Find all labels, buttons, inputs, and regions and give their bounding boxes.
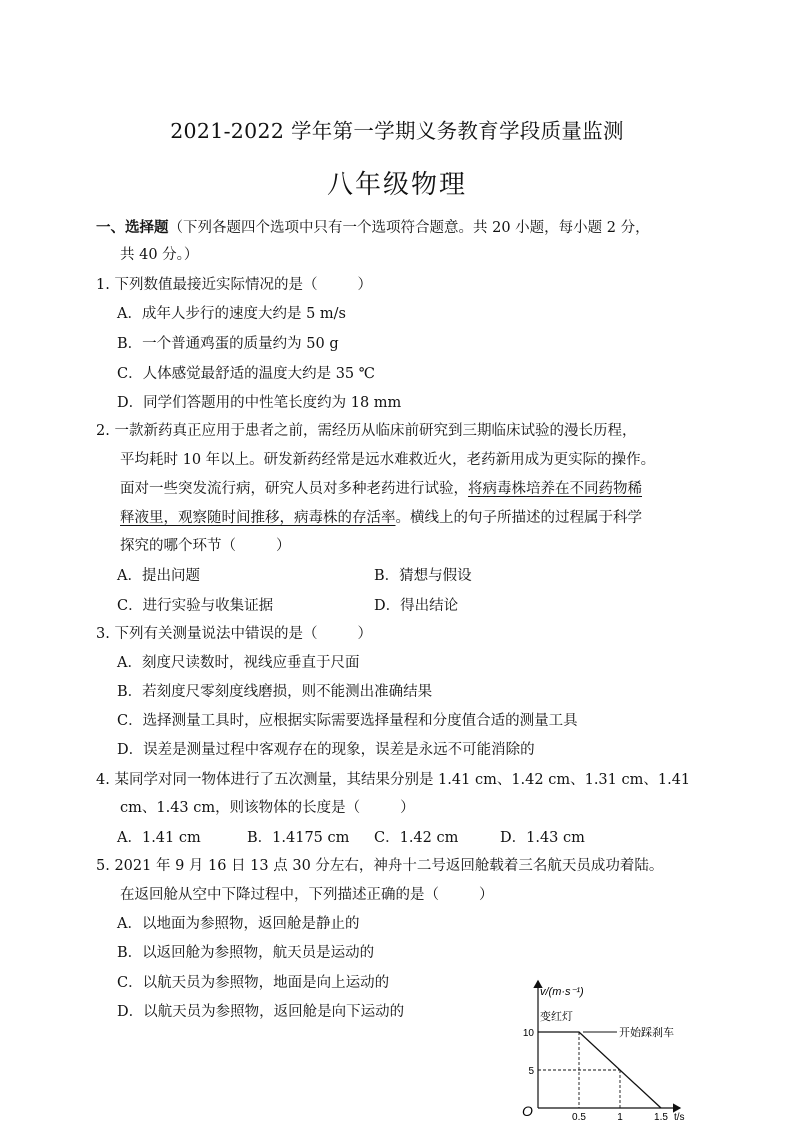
x-tick-label: 0.5: [572, 1112, 586, 1121]
annotation-red-light: 变红灯: [540, 1011, 573, 1023]
q5-option-a: A．以地面为参照物，返回舱是静止的: [117, 916, 360, 932]
y-tick-label: 10: [522, 1028, 534, 1039]
section-label: 一、选择题: [96, 219, 169, 236]
q2-option-d: D．得出结论: [374, 598, 459, 614]
q3-stem: 3. 下列有关测量说法中错误的是（ ）: [96, 626, 372, 642]
x-tick-label: 1.5: [654, 1112, 668, 1121]
q4-line-1: 4. 某同学对同一物体进行了五次测量，其结果分别是 1.41 cm、1.42 cm、1.31 cm、1.41: [96, 772, 691, 788]
x-tick-label: 1: [617, 1112, 623, 1121]
q4-option-c: C．1.42 cm: [374, 830, 459, 846]
x-axis-label: t/s: [674, 1112, 685, 1121]
q2-line-3: 面对一些突发流行病，研究人员对多种老药进行试验，将病毒株培养在不同药物稀: [120, 481, 642, 497]
q3-option-c: C．选择测量工具时，应根据实际需要选择量程和分度值合适的测量工具: [117, 713, 578, 729]
q4-option-a: A．1.41 cm: [117, 830, 201, 846]
q5-line-1: 5. 2021 年 9 月 16 日 13 点 30 分左右，神舟十二号返回舱载着三名航天员成功着陆。: [96, 858, 664, 874]
q2-option-c: C．进行实验与收集证据: [117, 598, 274, 614]
q1-stem: 1. 下列数值最接近实际情况的是（ ）: [96, 277, 372, 293]
q2-line-2: 平均耗时 10 年以上。研发新药经常是远水难救近火，老药新用成为更实际的操作。: [120, 452, 656, 468]
q4-option-d: D．1.43 cm: [500, 830, 585, 846]
section-desc-1: （下列各题四个选项中只有一个选项符合题意。共 20 小题，每小题 2 分，: [168, 220, 650, 236]
q3-option-a: A．刻度尺读数时，视线应垂直于尺面: [117, 655, 360, 671]
q2-line-1: 2. 一款新药真正应用于患者之前，需经历从临床前研究到三期临床试验的漫长历程，: [96, 423, 637, 439]
q5-option-c: C．以航天员为参照物，地面是向上运动的: [117, 975, 390, 991]
q3-option-b: B．若刻度尺零刻度线磨损，则不能测出准确结果: [117, 684, 433, 700]
q2-option-a: A．提出问题: [117, 568, 200, 584]
q1-number: 1.: [96, 277, 110, 293]
annotation-brake: 开始踩刹车: [619, 1027, 674, 1039]
q4-option-b: B．1.4175 cm: [247, 830, 350, 846]
q1-option-d: D．同学们答题用的中性笔长度约为 18 mm: [117, 395, 402, 411]
q2-number: 2.: [96, 423, 110, 439]
q2-underlined-2: 释液里，观察随时间推移，病毒株的存活率: [120, 510, 396, 526]
q4-number: 4.: [96, 772, 110, 788]
q2-underlined-1: 将病毒株培养在不同药物稀: [468, 481, 642, 497]
q3-option-d: D．误差是测量过程中客观存在的现象，误差是永远不可能消除的: [117, 742, 535, 758]
section-desc-2: 共 40 分。）: [120, 247, 199, 263]
q5-option-d: D．以航天员为参照物，返回舱是向下运动的: [117, 1004, 405, 1020]
q2-line-5: 探究的哪个环节（ ）: [120, 538, 291, 554]
q5-option-b: B．以返回舱为参照物，航天员是运动的: [117, 945, 375, 961]
q1-option-b: B．一个普通鸡蛋的质量约为 50 g: [117, 336, 339, 352]
q5-number: 5.: [96, 858, 110, 874]
section-heading: [96, 218, 650, 238]
q2-option-b: B．猜想与假设: [374, 568, 472, 584]
q4-line-2: cm、1.43 cm，则该物体的长度是（ ）: [120, 800, 415, 816]
vt-graph: [500, 975, 700, 1121]
q1-option-c: C．人体感觉最舒适的温度大约是 35 ℃: [117, 366, 375, 382]
q1-option-a: A．成年人步行的速度大约是 5 m/s: [117, 306, 346, 322]
exam-subtitle: 八年级物理: [326, 170, 467, 200]
exam-title: 2021-2022 学年第一学期义务教育学段质量监测: [170, 119, 624, 143]
origin-label: O: [522, 1103, 533, 1119]
y-tick-label: 5: [528, 1066, 534, 1077]
q5-line-2: 在返回舱从空中下降过程中，下列描述正确的是（ ）: [120, 887, 494, 903]
q3-number: 3.: [96, 626, 110, 642]
q2-line-4: 释液里，观察随时间推移，病毒株的存活率。横线上的句子所描述的过程属于科学: [120, 510, 642, 526]
y-axis-label: v/(m·s⁻¹): [540, 986, 584, 998]
